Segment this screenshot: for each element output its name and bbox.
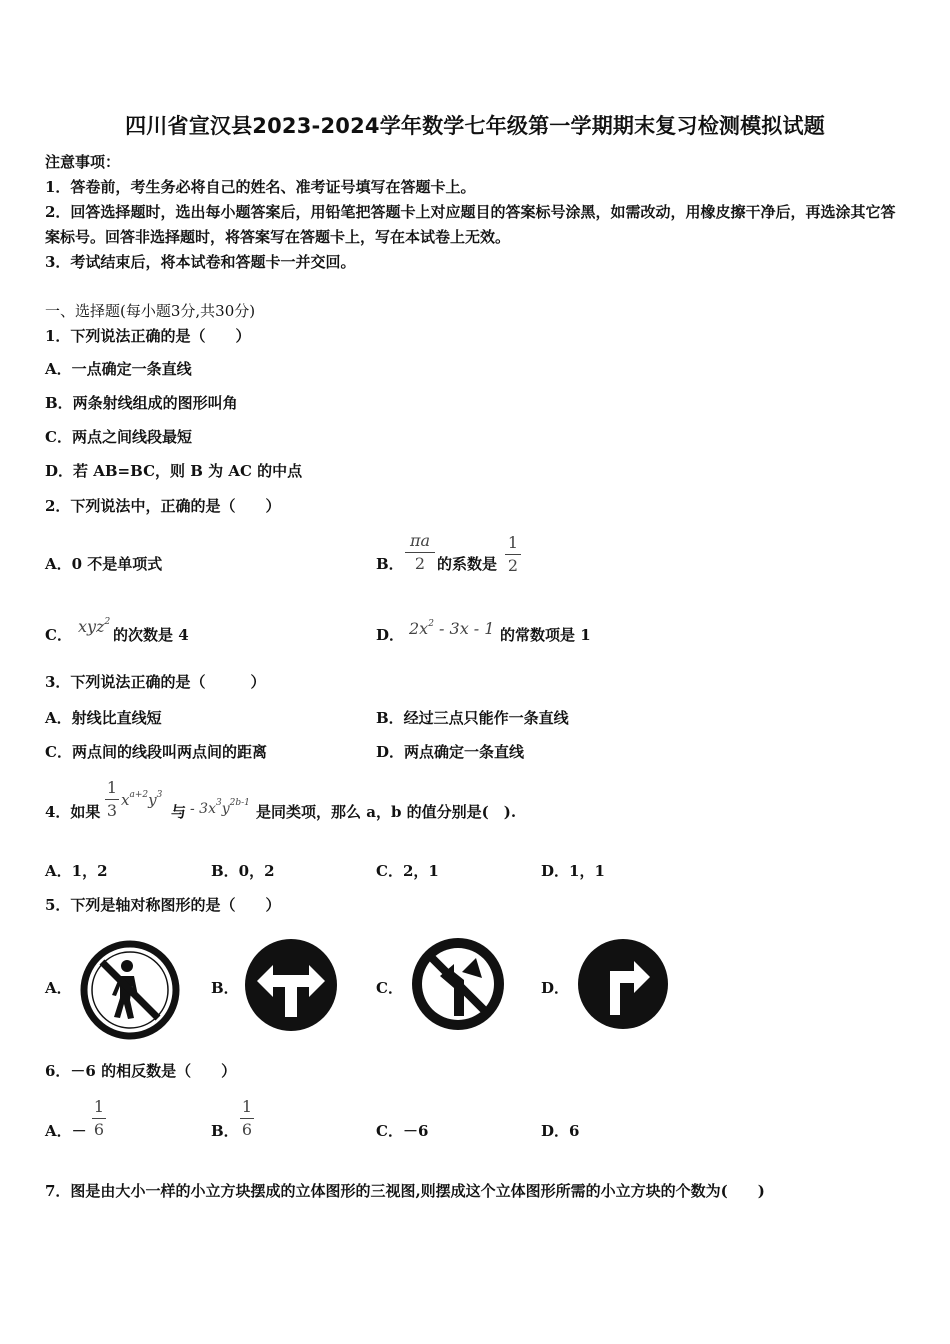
q4-option-b: B．0，2	[211, 862, 275, 880]
fraction-denominator: 6	[93, 1120, 105, 1139]
fraction-numerator: 1	[507, 533, 519, 552]
q3-option-a: A．射线比直线短	[45, 709, 162, 727]
fraction-denominator: 6	[241, 1120, 253, 1139]
q6-option-a-fraction	[92, 1097, 106, 1140]
turn-right-sign-icon	[576, 937, 670, 1031]
expr-base: xyz	[78, 617, 105, 636]
expr-part: - 3x - 1	[433, 619, 495, 638]
q2-option-b-value	[505, 533, 521, 576]
q6-option-b-fraction	[240, 1097, 254, 1140]
q3-stem: 3．下列说法正确的是（ ）	[45, 673, 266, 691]
q2-option-c-label: C．	[45, 626, 72, 644]
fraction-numerator: 1	[106, 778, 118, 797]
q6-stem: 6．－6 的相反数是（ ）	[45, 1062, 237, 1080]
q7-stem: 7．图是由大小一样的小立方块摆成的立体图形的三视图,则摆成这个立体图形所需的小立方块的个数为( )	[45, 1182, 765, 1200]
q6-option-b-label: B．	[211, 1122, 239, 1140]
q2-option-a: A．0 不是单项式	[45, 555, 163, 573]
section-heading: 一、选择题(每小题3分,共30分)	[45, 302, 256, 320]
q5-option-c-label: C．	[376, 979, 403, 997]
q2-option-b-fraction	[405, 531, 435, 574]
q4-term-1	[121, 790, 162, 809]
q2-option-d-expression	[409, 619, 494, 638]
q1-option-b: B．两条射线组成的图形叫角	[45, 394, 238, 412]
q1-option-d: D．若 AB=BC，则 B 为 AC 的中点	[45, 462, 303, 480]
expr-exponent: a+2	[129, 790, 149, 800]
expr-exponent: 2b-1	[229, 798, 250, 808]
q3-option-c: C．两点间的线段叫两点间的距离	[45, 743, 267, 761]
q2-option-d-label: D．	[376, 626, 405, 644]
no-pedestrian-sign-icon	[80, 940, 180, 1040]
q4-fraction	[105, 778, 119, 821]
fraction-denominator: 2	[414, 554, 426, 573]
note-item-1: 1．答卷前，考生务必将自己的姓名、准考证号填写在答题卡上。	[45, 178, 476, 196]
q2-option-c-expression	[78, 617, 110, 636]
fraction-numerator: 1	[241, 1097, 253, 1116]
left-right-turn-sign-icon	[243, 937, 339, 1033]
expr-base: x	[121, 791, 130, 809]
expr-base: - 3x	[190, 801, 216, 817]
expr-exponent: 3	[156, 790, 163, 800]
q4-suffix: 是同类项，那么 a，b 的值分别是( ).	[256, 803, 517, 821]
q1-option-c: C．两点之间线段最短	[45, 428, 192, 446]
q5-option-a-label: A．	[45, 979, 72, 997]
q2-option-d-text: 的常数项是 1	[500, 626, 591, 644]
q5-option-d-label: D．	[541, 979, 570, 997]
q4-prefix: 4．如果	[45, 803, 101, 821]
expr-exponent: 2	[428, 619, 434, 629]
q4-option-d: D．1，1	[541, 862, 605, 880]
q5-stem: 5．下列是轴对称图形的是（ ）	[45, 896, 281, 914]
notes-heading: 注意事项：	[45, 153, 121, 171]
q2-stem: 2．下列说法中，正确的是（ ）	[45, 497, 281, 515]
q6-option-d: D．6	[541, 1122, 580, 1140]
q4-option-c: C．2，1	[376, 862, 439, 880]
q2-option-b-text: 的系数是	[437, 555, 498, 573]
expr-base: y	[148, 791, 157, 809]
q4-term-2	[190, 798, 250, 817]
q6-option-c: C．－6	[376, 1122, 429, 1140]
page-title: 四川省宣汉县2023-2024学年数学七年级第一学期期末复习检测模拟试题	[125, 114, 825, 138]
q3-option-b: B．经过三点只能作一条直线	[376, 709, 569, 727]
no-left-turn-sign-icon	[410, 936, 506, 1032]
note-item-3: 3．考试结束后，将本试卷和答题卡一并交回。	[45, 253, 356, 271]
q5-option-b-label: B．	[211, 979, 239, 997]
q2-option-c-text: 的次数是 4	[113, 626, 189, 644]
fraction-numerator: πa	[409, 531, 431, 550]
fraction-denominator: 3	[106, 801, 118, 820]
q1-option-a: A．一点确定一条直线	[45, 360, 192, 378]
q1-stem: 1．下列说法正确的是（ ）	[45, 327, 251, 345]
q2-option-b-label: B．	[376, 555, 404, 573]
fraction-denominator: 2	[507, 556, 519, 575]
note-item-2: 2．回答选择题时，选出每小题答案后，用铅笔把答题卡上对应题目的答案标号涂黑，如需改动，用橡皮擦干净后，再选涂其它答案标号。回答非选择题时，将答案写在答题卡上，写在本试卷上无效。	[45, 203, 896, 246]
q4-connector: 与	[171, 803, 187, 821]
expr-exponent: 2	[104, 617, 111, 627]
expr-exponent: 3	[215, 798, 222, 808]
q3-option-d: D．两点确定一条直线	[376, 743, 525, 761]
expr-base: y	[221, 801, 230, 817]
q4-option-a: A．1，2	[45, 862, 108, 880]
q6-option-a-label: A．－	[45, 1122, 87, 1140]
expr-part: 2x	[409, 619, 429, 638]
fraction-numerator: 1	[93, 1097, 105, 1116]
